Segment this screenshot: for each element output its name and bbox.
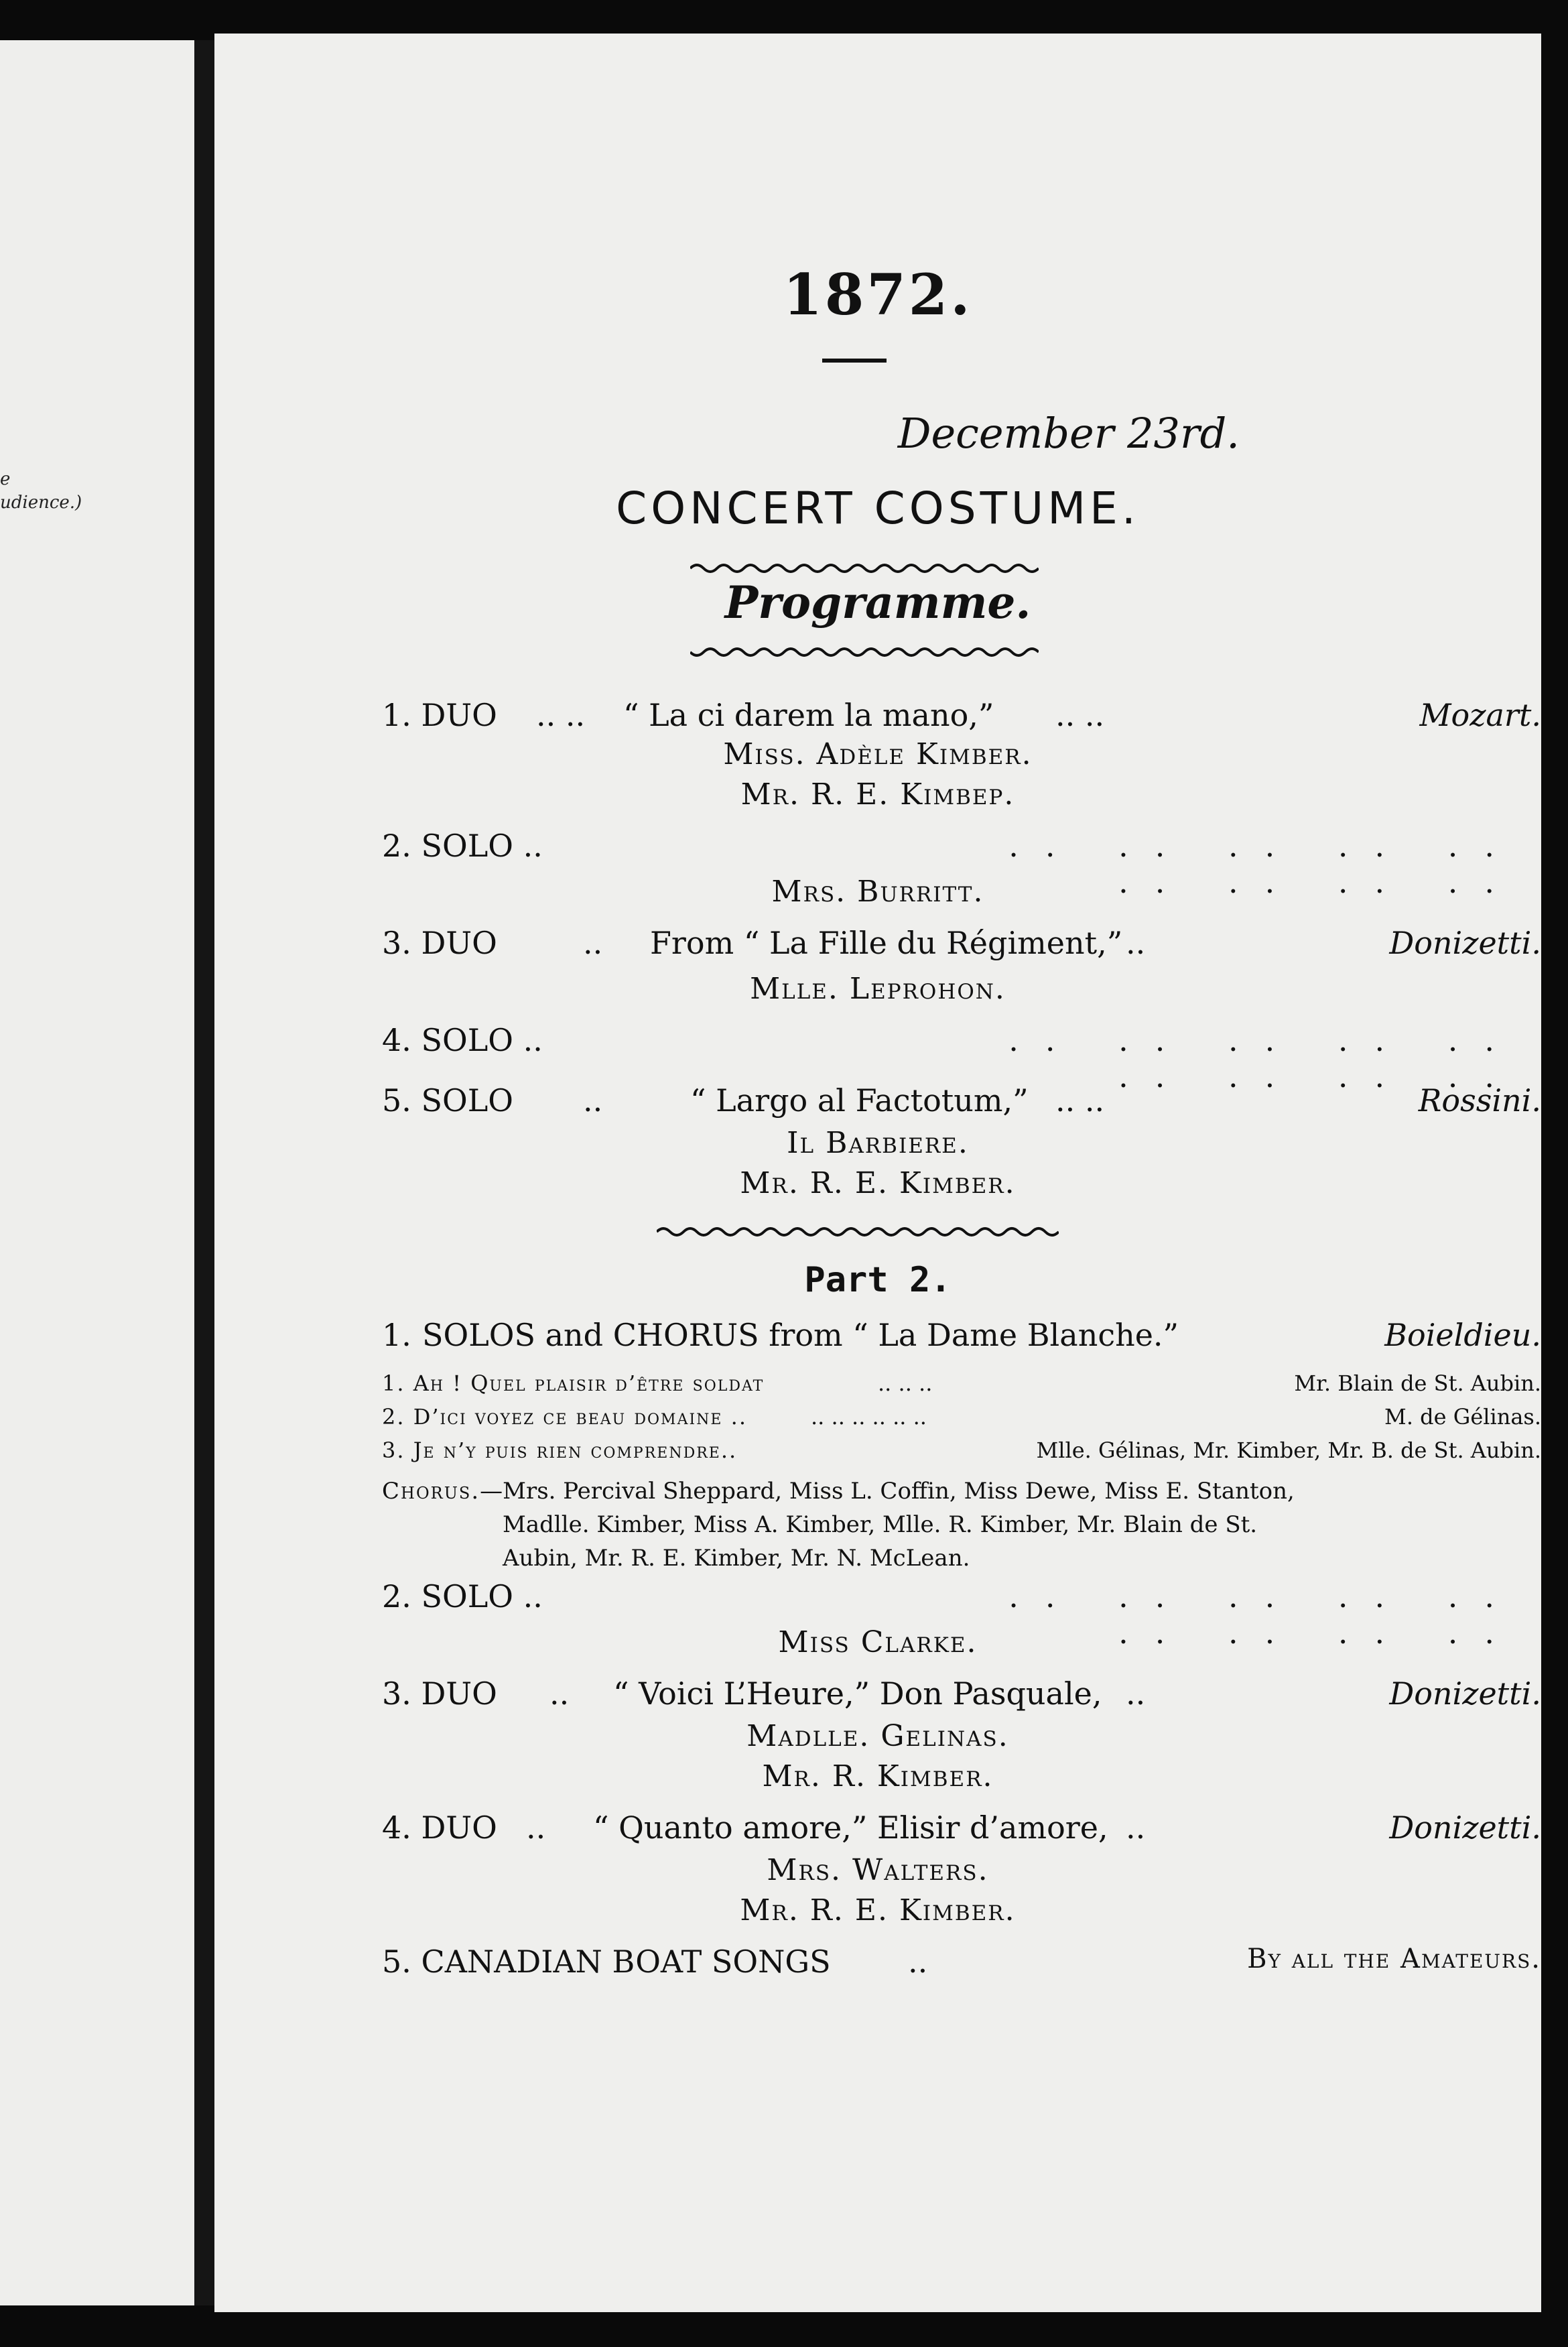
date: December 23rd.: [897, 409, 1240, 458]
composer: Donizetti.: [1389, 925, 1541, 961]
programme-item: [382, 1082, 1541, 1129]
facing-page-fragment: e: [0, 469, 11, 489]
chorus-members: Madlle. Kimber, Miss A. Kimber, Mlle. R. Kimber, Mr. Blain de St.: [503, 1511, 1258, 1538]
programme-item: [382, 1944, 1541, 1990]
performer: Mr. R. E. Kimbep.: [740, 777, 1015, 812]
performer: Mlle. Gélinas, Mr. Kimber, Mr. B. de St. Aubin.: [1036, 1438, 1541, 1463]
sub-item-title: 1. Ah ! Quel plaisir d’être soldat: [382, 1371, 765, 1396]
chorus-list: [382, 1474, 1541, 1575]
item-number: 1. DUO: [382, 697, 497, 733]
leader-dots: .. .. .. .. .. .. .. .. ..: [1008, 1022, 1521, 1094]
composer: Donizetti.: [1389, 1675, 1541, 1712]
leader-dots: .. ..: [1055, 697, 1105, 733]
leader-dots: ..: [583, 1082, 603, 1119]
leader-dots: .. .. .. .. .. .. .. .. ..: [1008, 1578, 1521, 1651]
programme-item: [382, 1810, 1541, 1856]
leader-dots: ..: [1126, 1810, 1146, 1846]
performer: Mr. Blain de St. Aubin.: [1294, 1371, 1541, 1396]
composer: Donizetti.: [1389, 1810, 1541, 1846]
piece-title: “ Largo al Factotum,”: [690, 1082, 1029, 1119]
piece-title: “ Voici L’Heure,” Don Pasquale,: [613, 1675, 1102, 1712]
item-number: 1.: [382, 1317, 411, 1353]
leader-dots: ..: [549, 1675, 570, 1712]
year: 1872.: [783, 261, 973, 328]
leader-dots: ..: [1126, 925, 1146, 961]
performer: Mr. R. Kimber.: [762, 1759, 994, 1793]
sub-item-title: 2. D’ici voyez ce beau domaine ..: [382, 1404, 747, 1430]
programme-page: [214, 34, 1541, 2312]
sub-item: [382, 1371, 1541, 1396]
short-rule: [822, 359, 887, 363]
wavy-divider: [690, 640, 1039, 664]
performer: By all the Amateurs.: [1247, 1944, 1541, 1974]
performer: Madlle. Gelinas.: [746, 1719, 1009, 1753]
chorus-members: Aubin, Mr. R. E. Kimber, Mr. N. McLean.: [503, 1545, 970, 1572]
chorus-members: —Mrs. Percival Sheppard, Miss L. Coffin, Miss Dewe, Miss E. Stanton,: [480, 1478, 1295, 1505]
sub-item: [382, 1404, 1541, 1430]
facing-page: [0, 40, 194, 2305]
wavy-divider: [657, 1220, 1059, 1244]
composer: Rossini.: [1418, 1082, 1541, 1119]
leader-dots: .. ..: [536, 697, 586, 733]
leader-dots: .. ..: [1055, 1082, 1105, 1119]
piece-title: “ Quanto amore,” Elisir d’amore,: [593, 1810, 1108, 1846]
leader-dots: ..: [908, 1944, 928, 1980]
performer: Mrs. Burritt.: [771, 875, 984, 909]
facing-page-fragment: udience.): [0, 493, 82, 513]
composer: Mozart.: [1419, 697, 1541, 733]
piece-title: From “ La Fille du Régiment,”: [650, 925, 1123, 961]
item-number: 2. SOLO ..: [382, 1578, 543, 1614]
leader-dots: .. .. ..: [878, 1371, 933, 1396]
item-number: 5. SOLO: [382, 1082, 513, 1119]
leader-dots: ..: [1126, 1675, 1146, 1712]
item-number: 4. DUO: [382, 1810, 497, 1846]
sub-item: [382, 1438, 1541, 1463]
programme-item: [382, 1317, 1541, 1364]
piece-title: SOLOS and CHORUS from “ La Dame Blanche.”: [422, 1317, 1179, 1353]
performer: Mrs. Walters.: [767, 1853, 989, 1887]
performer: Mr. R. E. Kimber.: [740, 1166, 1016, 1200]
leader-dots: ..: [583, 925, 603, 961]
item-number: 3. DUO: [382, 1675, 497, 1712]
programme-item: [382, 1022, 1541, 1094]
performer: Mlle. Leprohon.: [750, 972, 1006, 1006]
piece-title: “ La ci darem la mano,”: [623, 697, 994, 733]
programme-item: [382, 925, 1541, 972]
programme-heading: Programme.: [724, 576, 1031, 629]
performer: Miss Clarke.: [778, 1625, 978, 1659]
item-number: 2. SOLO ..: [382, 828, 543, 864]
programme-item: [382, 1675, 1541, 1722]
leader-dots: .. .. .. .. .. ..: [811, 1404, 927, 1430]
performer: Miss. Adèle Kimber.: [723, 737, 1033, 771]
item-number: 5. CANADIAN BOAT SONGS: [382, 1944, 831, 1980]
sub-item-title: 3. Je n’y puis rien comprendre..: [382, 1438, 738, 1463]
item-number: 3. DUO: [382, 925, 497, 961]
performer: M. de Gélinas.: [1384, 1404, 1541, 1430]
composer: Boieldieu.: [1384, 1317, 1541, 1353]
book-gutter: [194, 40, 214, 2305]
chorus-label: Chorus.: [382, 1478, 480, 1505]
item-number: 4. SOLO ..: [382, 1022, 543, 1058]
performer: Il Barbiere.: [787, 1126, 969, 1160]
performer: Mr. R. E. Kimber.: [740, 1893, 1016, 1927]
leader-dots: ..: [526, 1810, 546, 1846]
part-heading: Part 2.: [804, 1260, 952, 1300]
page-title: CONCERT COSTUME.: [616, 483, 1140, 534]
leader-dots: .. .. .. .. .. .. .. .. ..: [1008, 828, 1521, 900]
